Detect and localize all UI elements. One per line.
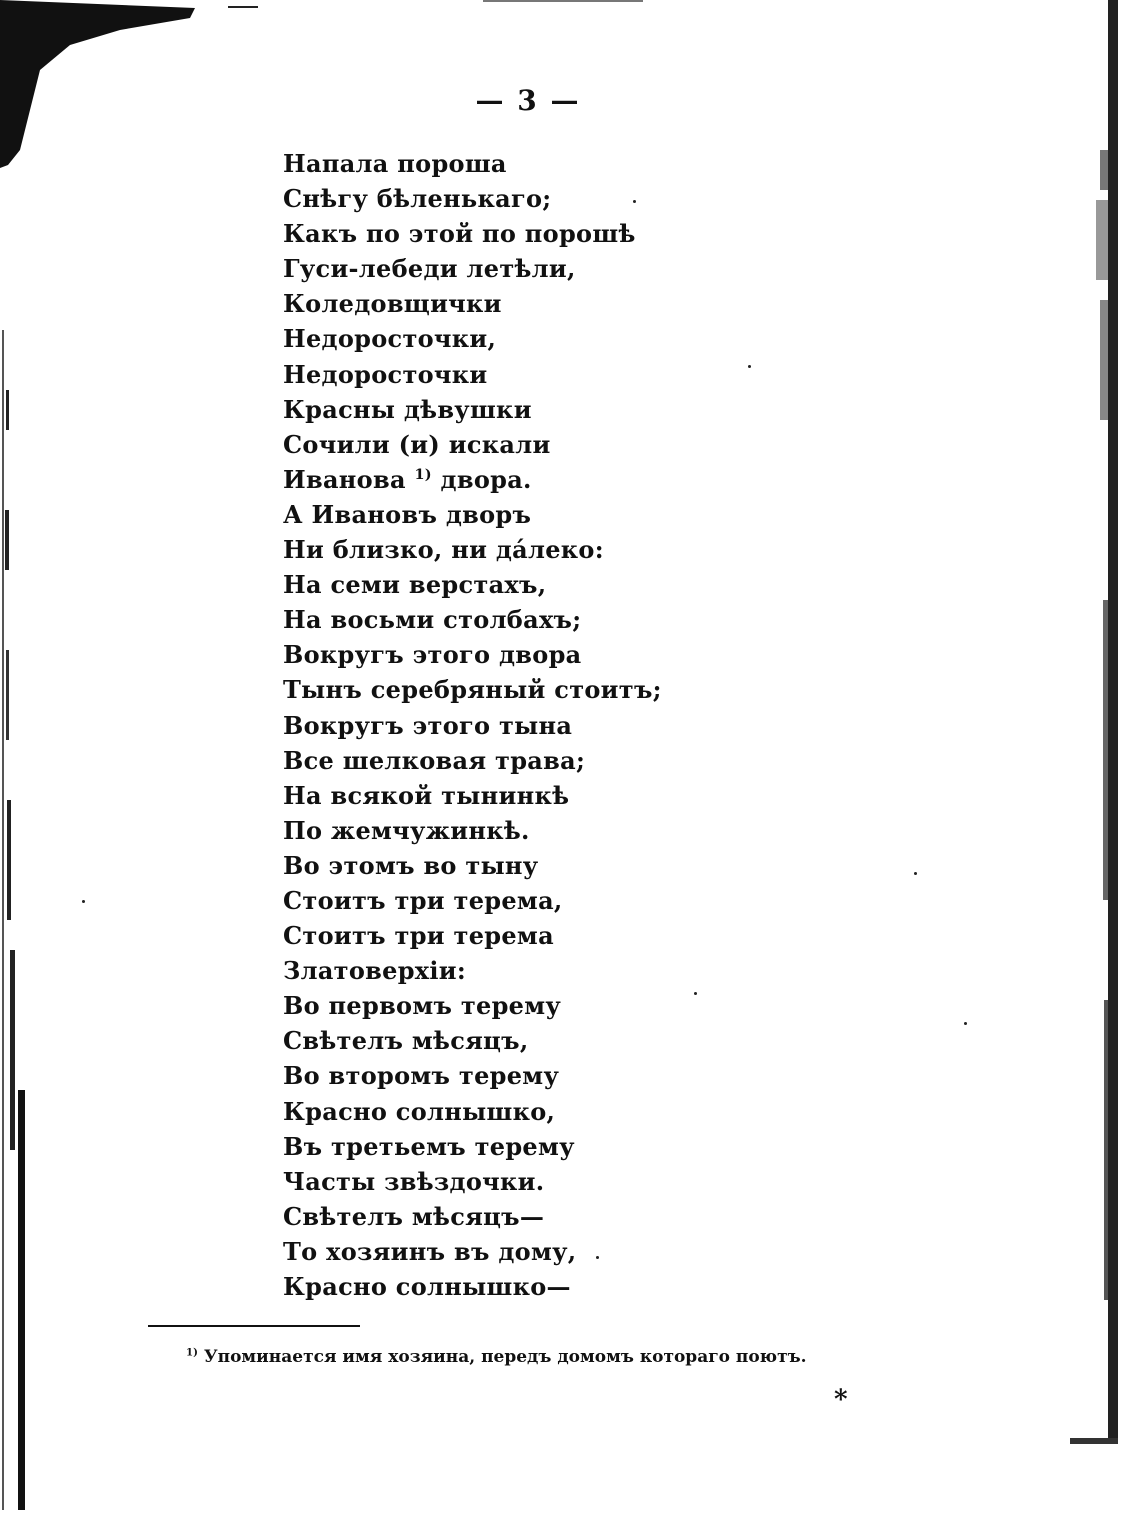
verse-line: Свѣтелъ мѣсяцъ— bbox=[283, 1201, 545, 1231]
verse-line: Недоросточки bbox=[283, 359, 488, 389]
verse-line: Ни близко, ни дáлеко: bbox=[283, 535, 604, 565]
verse-line: Во этомъ во тыну bbox=[283, 850, 539, 880]
footnote-reference: 1) bbox=[414, 465, 432, 483]
verse-line: Снѣгу бѣленькаго; bbox=[283, 184, 552, 214]
verse-line: Сочили (и) искали bbox=[283, 429, 551, 459]
scan-top-mark bbox=[228, 6, 258, 14]
verse-body bbox=[283, 146, 662, 1304]
verse-line: Во первомъ терему bbox=[283, 991, 562, 1021]
footnote-marker: 1) bbox=[186, 1346, 198, 1359]
verse-line: Стоитъ три терема, bbox=[283, 885, 563, 915]
verse-line: То хозяинъ въ дому, bbox=[283, 1236, 577, 1266]
scan-top-rule bbox=[483, 0, 643, 2]
verse-line: По жемчужинкѣ. bbox=[283, 815, 530, 845]
verse-line: Въ третьемъ терему bbox=[283, 1131, 575, 1161]
scan-speck bbox=[694, 992, 697, 995]
page-number: — 3 — bbox=[475, 84, 581, 117]
verse-line: Красно солнышко— bbox=[283, 1272, 571, 1301]
verse-line: Во второмъ терему bbox=[283, 1061, 560, 1091]
verse-line: На всякой тынинкѣ bbox=[283, 780, 570, 810]
verse-line: Коледовщички bbox=[283, 289, 502, 319]
verse-line: Стоитъ три терема bbox=[283, 921, 554, 951]
scan-speck bbox=[82, 900, 85, 903]
verse-line-text: Иванова bbox=[283, 464, 406, 494]
verse-line-suffix: двора. bbox=[431, 464, 532, 494]
verse-line: А Ивановъ дворъ bbox=[283, 499, 532, 529]
signature-asterisk: * bbox=[834, 1385, 848, 1415]
scan-speck bbox=[964, 1022, 967, 1025]
verse-line-with-footnote bbox=[283, 462, 662, 497]
footnote bbox=[186, 1347, 807, 1367]
verse-line: Красно солнышко, bbox=[283, 1096, 556, 1126]
verse-line: Все шелковая трава; bbox=[283, 745, 586, 775]
verse-line: Вокругъ этого тына bbox=[283, 710, 573, 740]
verse-line: Гуси-лебеди летѣли, bbox=[283, 254, 576, 284]
verse-line: На семи верстахъ, bbox=[283, 570, 547, 600]
scan-right-edge bbox=[1070, 0, 1140, 1460]
scan-left-edge bbox=[0, 330, 40, 1510]
verse-line: Какъ по этой по порошѣ bbox=[283, 219, 636, 249]
verse-line: Недоросточки, bbox=[283, 324, 497, 354]
verse-line: Златоверхіи: bbox=[283, 956, 467, 986]
footnote-separator bbox=[148, 1325, 360, 1327]
scan-speck bbox=[748, 365, 751, 368]
verse-line: Напала пороша bbox=[283, 149, 507, 178]
verse-line: Часты звѣздочки. bbox=[283, 1166, 545, 1196]
verse-line: Вокругъ этого двора bbox=[283, 640, 582, 670]
verse-line: Тынъ серебряный стоитъ; bbox=[283, 675, 662, 705]
footnote-text: Упоминается имя хозяина, передъ домомъ котораго поютъ. bbox=[197, 1347, 807, 1367]
verse-line: Свѣтелъ мѣсяцъ, bbox=[283, 1026, 529, 1056]
scan-speck bbox=[914, 872, 917, 875]
verse-line: На восьми столбахъ; bbox=[283, 605, 582, 635]
verse-line: Красны дѣвушки bbox=[283, 394, 532, 424]
